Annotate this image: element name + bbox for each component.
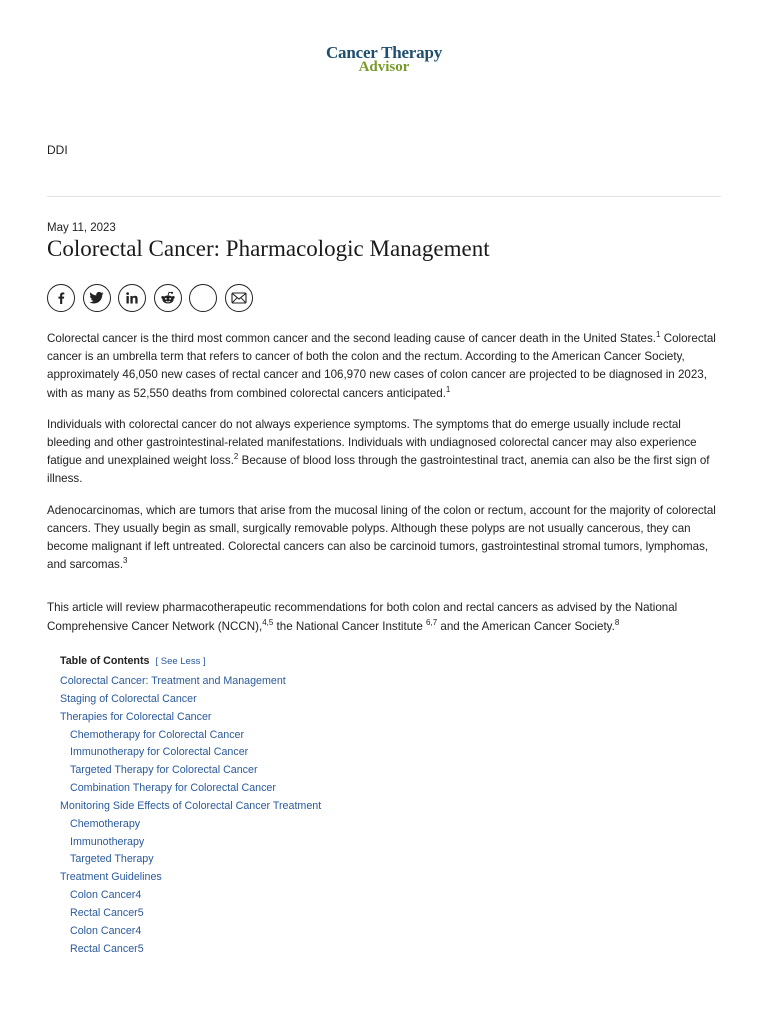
twitter-icon [89,291,104,305]
toc-item[interactable]: Immunotherapy [70,835,145,848]
paragraph: Adenocarcinomas, which are tumors that arise from the mucosal lining of the colon or rectum, account for the majority of colorectal cancers. They usually begin as small, surgically removable polyps. Although these polyps are not usually cancerous, they can become malignant if left untreated. Colorectal cancers can also be carcinoid tumors, gastrointestinal stromal tumors, lymphomas, and sarcomas.$^3$ [47,503,716,572]
citation-link[interactable]: 3 [123,556,128,566]
toc-item[interactable]: Targeted Therapy for Colorectal Cancer [70,764,258,777]
article-date: May 11, 2023 [47,222,116,234]
share-reddit-button[interactable] [154,284,182,312]
share-twitter-button[interactable] [83,284,111,312]
citation-link[interactable]: 1 [445,384,451,394]
toc-item[interactable]: Chemotherapy for Colorectal Cancer [70,728,245,741]
logo-text-line1: Cancer Therapy [325,43,443,62]
toc-header [60,655,660,667]
toc-see-less-link[interactable]: See Less [160,656,201,667]
toc-item[interactable]: Targeted Therapy [70,853,154,866]
toc-item[interactable]: Colorectal Cancer: Treatment and Management [60,675,286,687]
category-label[interactable]: DDI [47,143,68,157]
citation-link[interactable]: 2 [233,452,239,462]
toc-item[interactable]: Therapies for Colorectal Cancer [60,710,212,723]
citation-link[interactable]: 4,5 [262,617,274,627]
toc-item[interactable]: Combination Therapy for Colorectal Cancer [70,782,276,795]
paragraph: Individuals with colorectal cancer do not always experience symptoms. The symptoms that do emerge usually include rectal bleeding and other gastrointestinal-related manifestations. Individuals with undiagnosed colorectal cancer may also experience fatigue and unexplained weight loss.$^2$ Because of blood loss through the gastrointestinal tract, anemia can also be the first sign of illness. [47,417,710,486]
toc-item[interactable]: Treatment Guidelines [60,871,162,884]
toc-item[interactable]: Colon Cancer4 [70,889,142,902]
paragraph: This article will review pharmacotherapeutic recommendations for both colon and rectal cancers as advised by the National Comprehensive Cancer Network (NCCN),$^{4,5}$ the National Cancer Institute $^{6,7}$ and the American Cancer Society.$^8$ [47,601,678,633]
paragraph: Colorectal cancer is the third most common cancer and the second leading cause of cancer death in the United States.$^1$ Colorectal cancer is an umbrella term that refers to cancer of both the colon and the rectum. According to the American Cancer Society, approximately 46,050 new cases of rectal cancer and 106,970 new cases of colon cancer are projected to be diagnosed in 2023, with as many as 52,550 deaths from combined colorectal cancers anticipated.$^1$ [47,330,716,400]
toc-item[interactable]: Chemotherapy [70,817,141,830]
citation-link[interactable]: 6,7 [426,617,438,627]
citation-link[interactable]: 8 [614,617,620,627]
toc-item[interactable]: Staging of Colorectal Cancer [60,692,197,705]
toc-toggle: [ See Less ] [155,656,206,667]
article-body [47,330,723,649]
toc-item[interactable]: Rectal Cancer5 [70,942,144,955]
table-of-contents [60,655,660,959]
toc-item[interactable]: Monitoring Side Effects of Colorectal Cancer Treatment [60,799,322,812]
linkedin-icon [125,291,139,305]
toc-item[interactable]: Immunotherapy for Colorectal Cancer [70,746,249,759]
facebook-icon [54,291,68,305]
logo-text-line2: Advisor [358,59,410,75]
share-facebook-button[interactable] [47,284,75,312]
toc-list [60,673,660,959]
email-icon [231,292,247,304]
share-bar [47,284,253,312]
site-logo[interactable] [0,44,768,75]
share-linkedin-button[interactable] [118,284,146,312]
share-email-button[interactable] [225,284,253,312]
divider [47,196,721,197]
article-title: Colorectal Cancer: Pharmacologic Management [47,236,490,261]
share-blank-button[interactable] [189,284,217,312]
toc-heading: Table of Contents [60,655,150,667]
toc-item[interactable]: Colon Cancer4 [70,924,142,937]
reddit-icon [160,291,176,305]
toc-item[interactable]: Rectal Cancer5 [70,906,144,919]
citation-link[interactable]: 1 [656,330,661,340]
